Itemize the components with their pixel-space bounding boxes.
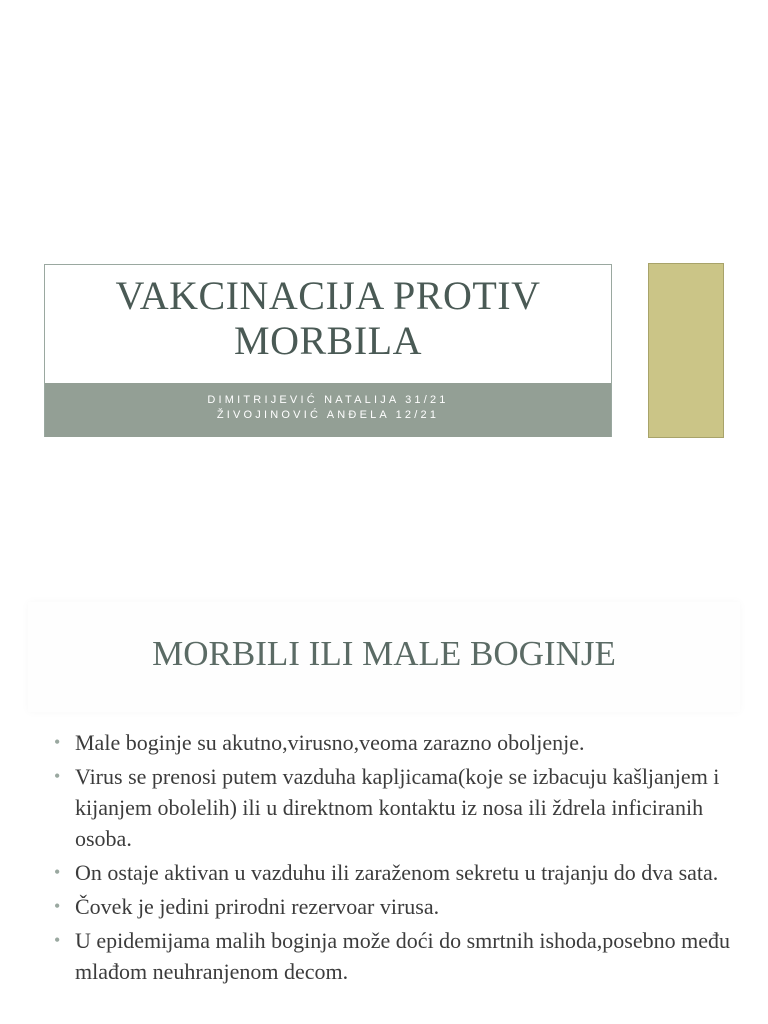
list-item <box>54 891 734 922</box>
bullet-icon: • <box>54 732 61 752</box>
accent-rectangle <box>648 263 724 438</box>
bullet-text: Male boginje su akutno,virusno,veoma zarazno oboljenje. <box>75 730 585 755</box>
author-2: ŽIVOJINOVIĆ ANĐELA 12/21 <box>216 409 440 421</box>
bullet-text: Virus se prenosi putem vazduha kapljicama(koje se izbacuju kašljanjem i kijanjem obolelih) ili u direktnom kontaktu iz nosa ili ždrela inficiranih osoba. <box>75 764 720 851</box>
bullet-text: U epidemijama malih boginja može doći do smrtnih ishoda,posebno među mlađom neuhranjenom decom. <box>75 928 730 984</box>
bullet-icon: • <box>54 766 61 786</box>
list-item <box>54 727 734 758</box>
bullet-text: On ostaje aktivan u vazduhu ili zaraženom sekretu u trajanju do dva sata. <box>75 860 719 885</box>
bullet-text: Čovek je jedini prirodni rezervoar virusa. <box>75 894 440 919</box>
list-item <box>54 761 734 854</box>
list-item <box>54 925 734 987</box>
content-slide-title: MORBILI ILI MALE BOGINJE <box>152 634 616 673</box>
bullet-icon: • <box>54 930 61 950</box>
slide-title <box>45 273 611 363</box>
bullet-list <box>54 727 734 990</box>
subtitle-band <box>45 383 611 437</box>
list-item <box>54 857 734 888</box>
author-1: DIMITRIJEVIĆ NATALIJA 31/21 <box>207 394 449 406</box>
title-box <box>44 264 612 437</box>
bullet-icon: • <box>54 896 61 916</box>
slide-title-line-2: MORBILA <box>234 318 422 363</box>
bullet-icon: • <box>54 862 61 882</box>
slide-title-line-1: VAKCINACIJA PROTIV <box>115 273 541 318</box>
content-slide-header <box>28 602 740 712</box>
